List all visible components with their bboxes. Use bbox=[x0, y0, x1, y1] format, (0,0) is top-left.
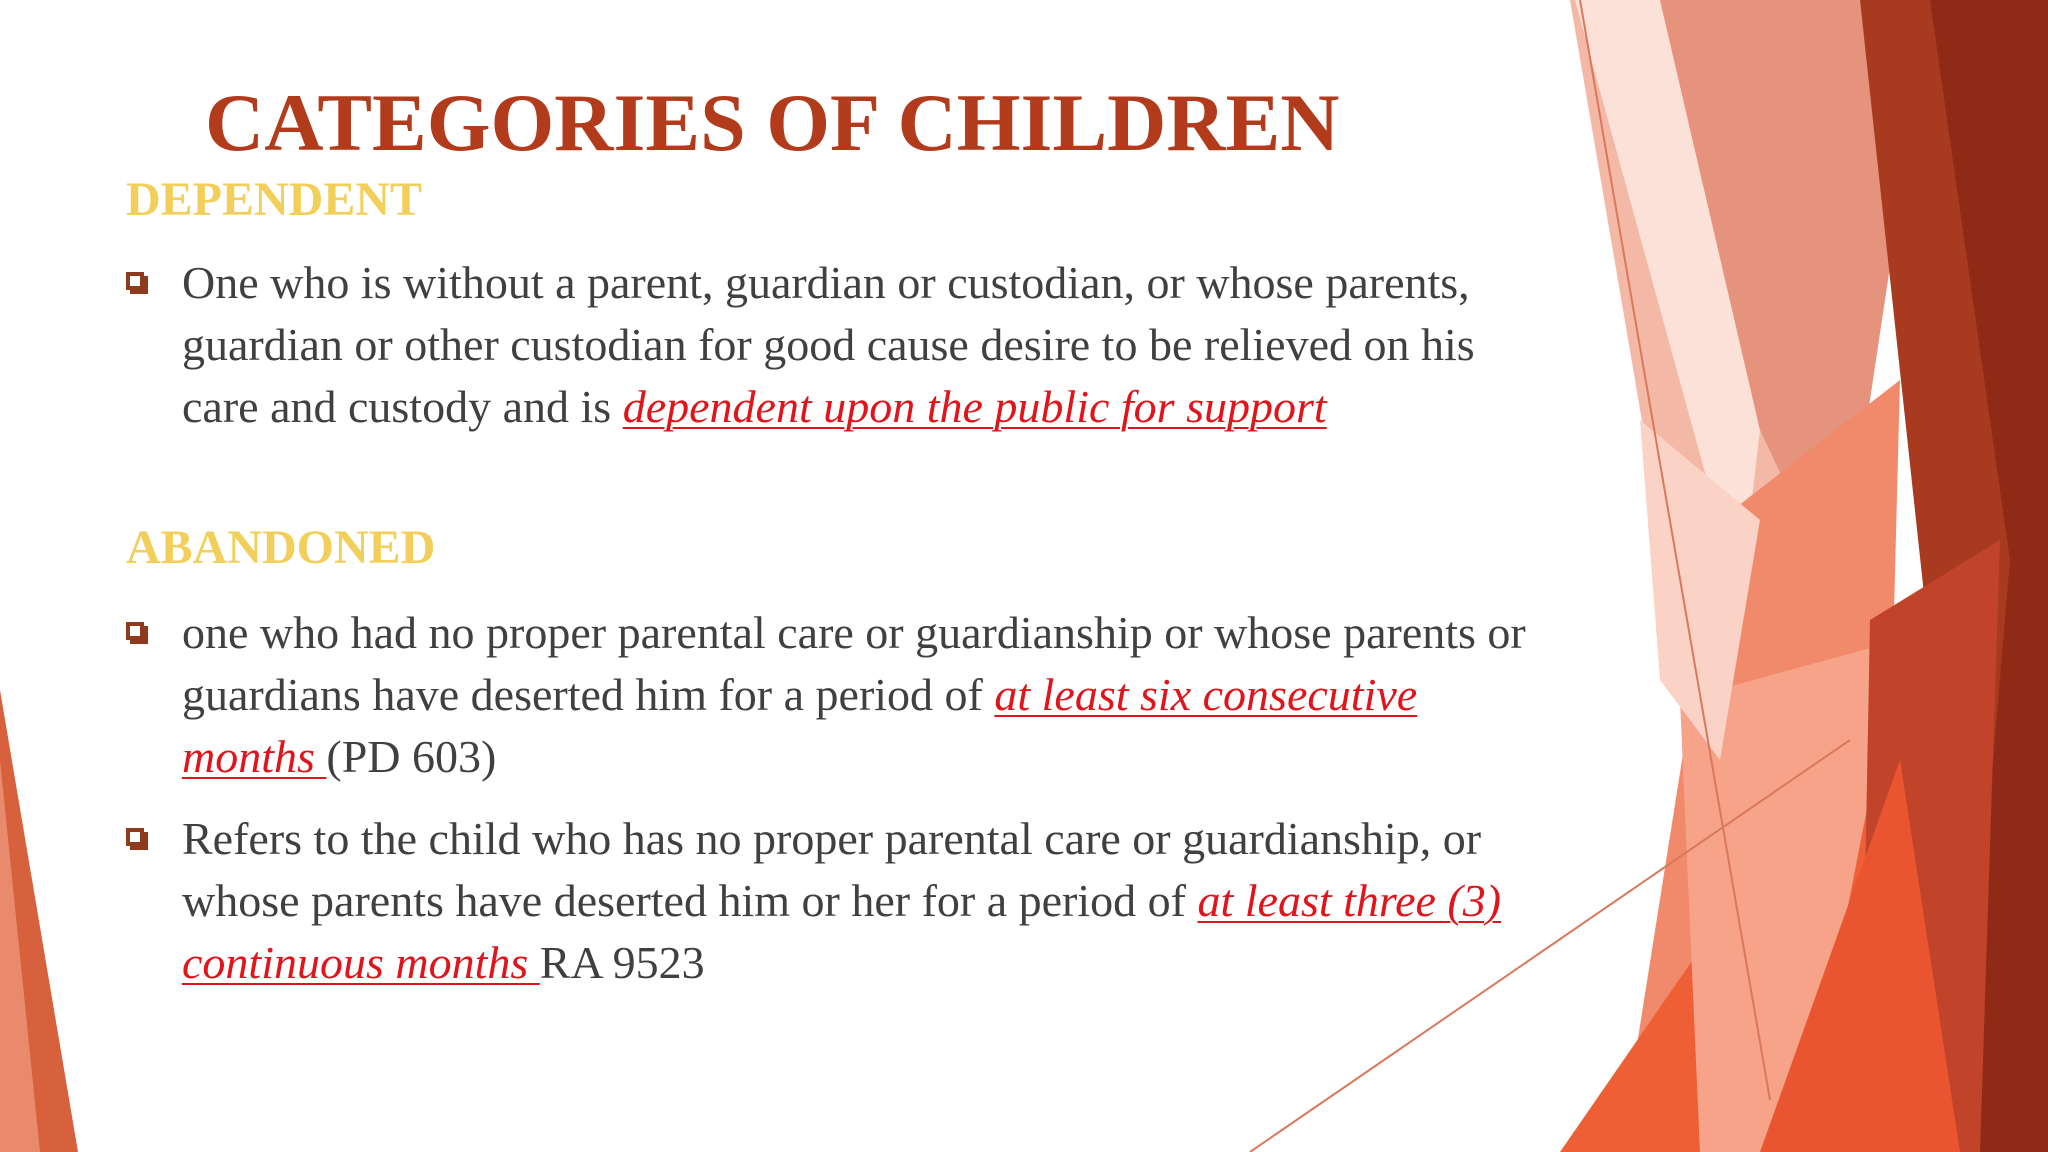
heading-dependent: DEPENDENT bbox=[126, 173, 423, 226]
bullet-emphasis: at least six consecutive months bbox=[182, 669, 1418, 782]
bullet-abandoned-pd603 bbox=[126, 602, 1546, 788]
bullet-tail: RA 9523 bbox=[539, 937, 705, 988]
bullet-lead: one who had no proper parental care or guardianship or whose parents or guardians have deserted him for a period of bbox=[182, 607, 1526, 720]
bullet-text bbox=[182, 252, 1546, 438]
checkbox-bullet-icon bbox=[126, 272, 144, 290]
bullet-emphasis: at least three (3) continuous months bbox=[182, 875, 1502, 988]
bullet-text bbox=[182, 602, 1546, 788]
bullet-abandoned-ra9523 bbox=[126, 808, 1546, 994]
slide-title: CATEGORIES OF CHILDREN bbox=[205, 77, 1340, 168]
bullet-text bbox=[182, 808, 1546, 994]
bullet-dependent-definition bbox=[126, 252, 1546, 438]
checkbox-bullet-icon bbox=[126, 828, 144, 846]
bullet-lead: Refers to the child who has no proper parental care or guardianship, or whose parents have deserted him or her for a period of bbox=[182, 813, 1482, 926]
bullet-emphasis: dependent upon the public for support bbox=[622, 381, 1327, 432]
bullet-tail: (PD 603) bbox=[326, 731, 497, 782]
checkbox-bullet-icon bbox=[126, 622, 144, 640]
heading-abandoned: ABANDONED bbox=[126, 521, 436, 574]
bullet-lead: One who is without a parent, guardian or custodian, or whose parents, guardian or other custodian for good cause desire to be relieved on his care and custody and is bbox=[182, 257, 1475, 432]
